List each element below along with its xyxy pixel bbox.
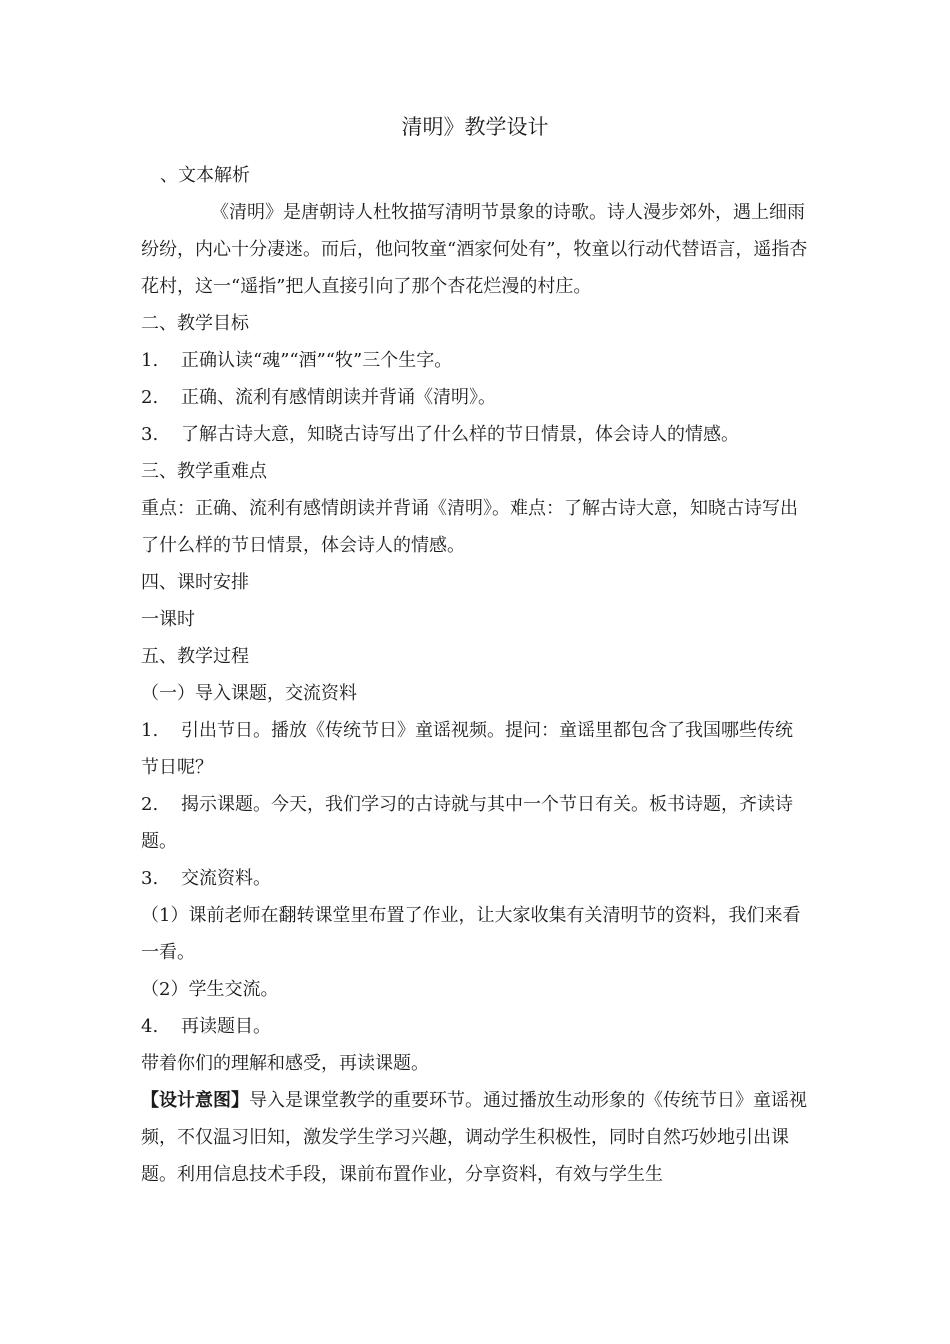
goal-number: 1. — [141, 350, 159, 371]
design-intent-paragraph — [141, 1082, 809, 1193]
step-number: 3. — [141, 868, 159, 889]
design-intent-label: 【设计意图】 — [141, 1090, 249, 1111]
goal-number: 2. — [141, 387, 159, 408]
goal-text: 了解古诗大意，知晓古诗写出了什么样的节日情景，体会诗人的情感。 — [181, 424, 739, 445]
schedule-text: 一课时 — [141, 609, 195, 630]
step-item — [141, 786, 809, 860]
sub-step-1: （1）课前老师在翻转课堂里布置了作业，让大家收集有关清明节的资料，我们来看一看。 — [141, 905, 801, 963]
step-text: 引出节日。播放《传统节日》童谣视频。提问：童谣里都包含了我国哪些传统节日呢？ — [141, 720, 793, 778]
section-heading-schedule: 四、课时安排 — [141, 572, 249, 593]
key-points-paragraph: 重点：正确、流利有感情朗读并背诵《清明》。难点：了解古诗大意，知晓古诗写出了什么样的节日情景，体会诗人的情感。 — [141, 498, 798, 556]
step-item — [141, 712, 809, 786]
section-heading-goals: 二、教学目标 — [141, 313, 249, 334]
section-heading-text-analysis: 、文本解析 — [160, 165, 250, 186]
step-text: 交流资料。 — [181, 868, 271, 889]
text-analysis-paragraph: 《清明》是唐朝诗人杜牧描写清明节景象的诗歌。诗人漫步郊外，遇上细雨纷纷，内心十分凄迷。而后，他问牧童“酒家何处有”，牧童以行动代替语言，遥指杏花村，这一“遥指”把人直接引向了那个杏花烂漫的村庄。 — [141, 202, 808, 297]
design-intent-text: 导入是课堂教学的重要环节。通过播放生动形象的《传统节日》童谣视频，不仅温习旧知，激发学生学习兴趣，调动学生积极性，同时自然巧妙地引出课题。利用信息技术手段，课前布置作业，分享资料，有效与学生生 — [141, 1090, 807, 1185]
section-heading-key-points: 三、教学重难点 — [141, 461, 267, 482]
step-item — [141, 860, 809, 897]
step-text: 再读题目。 — [181, 1016, 271, 1037]
step-text: 揭示课题。今天，我们学习的古诗就与其中一个节日有关。板书诗题，齐读诗题。 — [141, 794, 793, 852]
goal-item — [141, 379, 809, 416]
document-body — [141, 157, 809, 1193]
step-number: 4. — [141, 1016, 159, 1037]
step-number: 2. — [141, 794, 159, 815]
closing-line: 带着你们的理解和感受，再读课题。 — [141, 1053, 429, 1074]
goal-text: 正确、流利有感情朗读并背诵《清明》。 — [181, 387, 496, 408]
goal-number: 3. — [141, 424, 159, 445]
subsection-heading-intro: （一）导入课题，交流资料 — [141, 683, 357, 704]
section-heading-process: 五、教学过程 — [141, 646, 249, 667]
step-item — [141, 1008, 809, 1045]
sub-step-2: （2）学生交流。 — [141, 979, 279, 1000]
document-title: 清明》教学设计 — [401, 115, 549, 139]
goal-item — [141, 416, 809, 453]
goal-text: 正确认读“魂”“酒”“牧”三个生字。 — [181, 350, 453, 371]
goal-item — [141, 342, 809, 379]
step-number: 1. — [141, 720, 159, 741]
